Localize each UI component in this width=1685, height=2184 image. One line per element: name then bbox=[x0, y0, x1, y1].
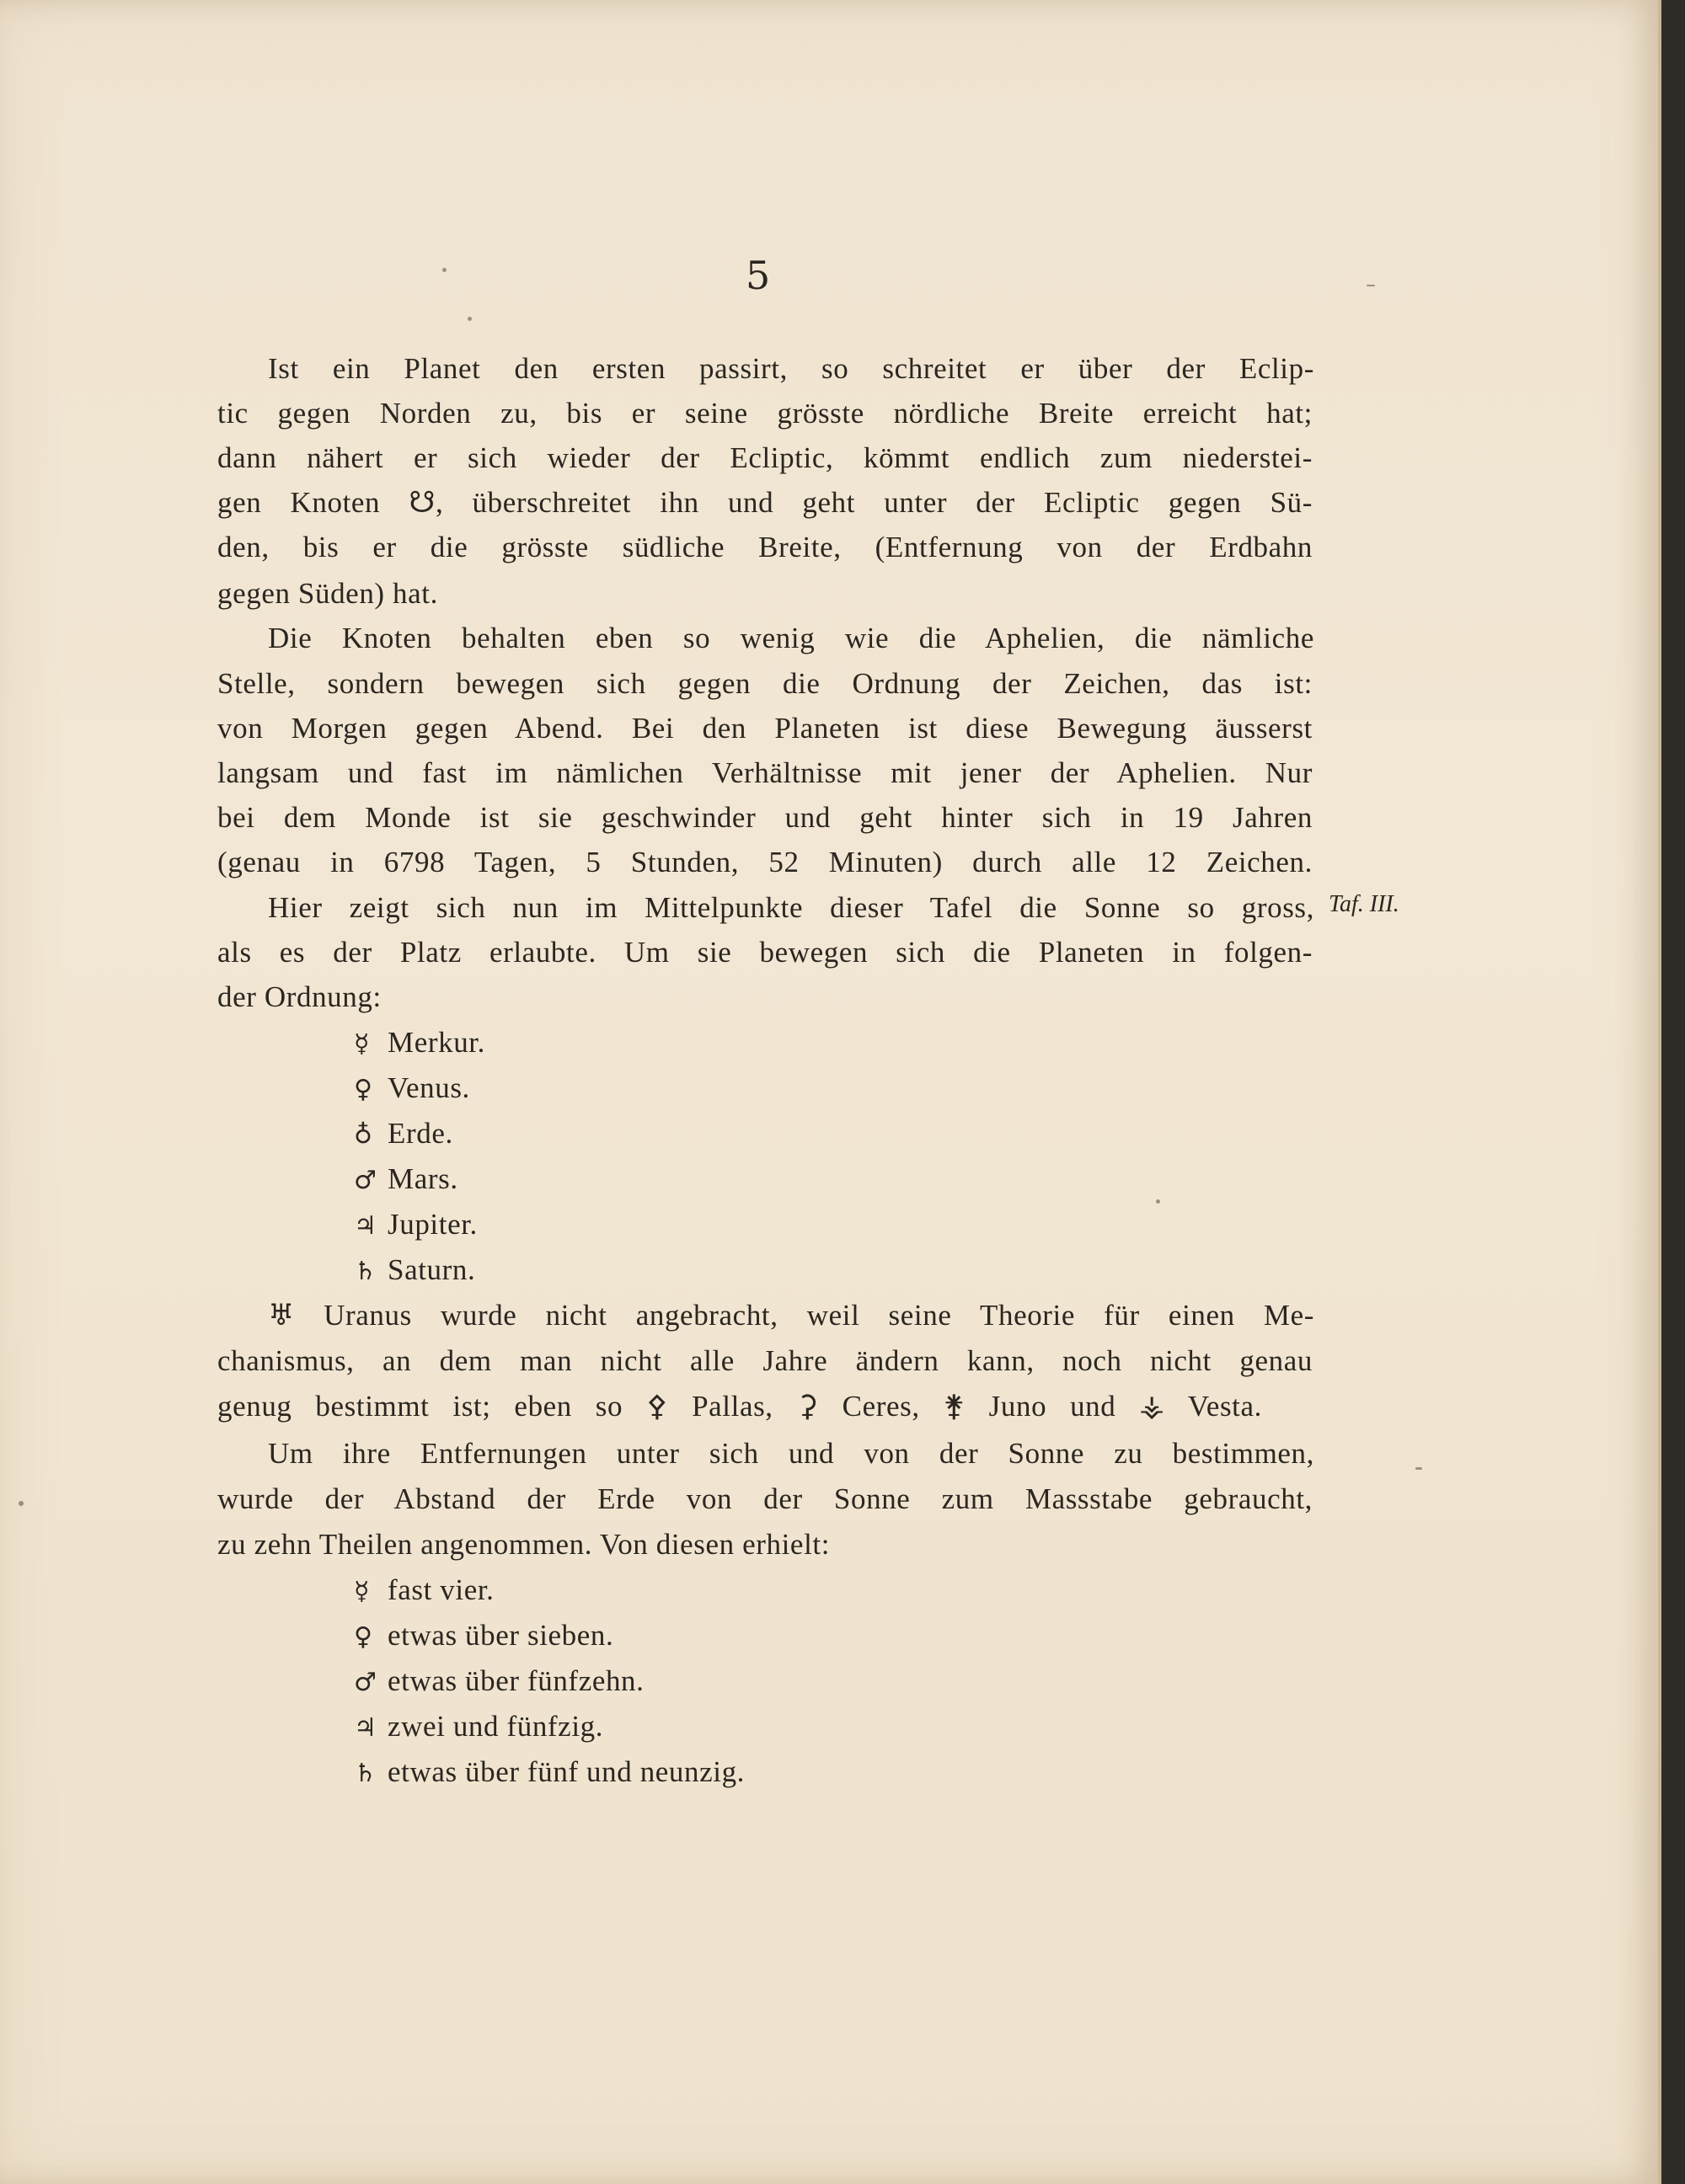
list-item bbox=[354, 1162, 458, 1196]
text-line: genug bestimmt ist; eben so ⚴ Pallas, ⚳ Ceres, ⚵ Juno und ⚶ Vesta. bbox=[217, 1390, 1262, 1423]
text-line: chanismus, an dem man nicht alle Jahre ändern kann, noch nicht genau bbox=[217, 1344, 1313, 1377]
text-line: der Ordnung: bbox=[217, 980, 382, 1013]
saturn-symbol-icon: ♄ bbox=[354, 1257, 377, 1286]
earth-symbol-icon: ♁ bbox=[354, 1120, 373, 1150]
paper-speck bbox=[468, 317, 472, 321]
mercury-symbol-icon: ☿ bbox=[354, 1029, 371, 1059]
text-line: Um ihre Entfernungen unter sich und von der Sonne zu bestimmen, bbox=[268, 1437, 1314, 1470]
text-line: langsam und fast im nämlichen Verhältnisse mit jener der Aphelien. Nur bbox=[217, 756, 1313, 789]
list-item-label: Venus. bbox=[388, 1071, 470, 1104]
text-line: bei dem Monde ist sie geschwinder und geht hinter sich in 19 Jahren bbox=[217, 801, 1313, 834]
list-item bbox=[354, 1755, 745, 1789]
list-item bbox=[354, 1664, 645, 1698]
text-line: dann nähert er sich wieder der Ecliptic, kömmt endlich zum niederstei- bbox=[217, 441, 1313, 474]
list-item-label: Merkur. bbox=[388, 1026, 485, 1059]
mars-symbol-icon: ♂ bbox=[354, 1668, 377, 1697]
venus-symbol-icon: ♀ bbox=[354, 1075, 373, 1104]
text-line: Die Knoten behalten eben so wenig wie die Aphelien, die nämliche bbox=[268, 622, 1314, 654]
paper-speck bbox=[1156, 1199, 1160, 1204]
paper-speck bbox=[1415, 1467, 1422, 1470]
mercury-symbol-icon: ☿ bbox=[354, 1577, 371, 1606]
venus-symbol-icon: ♀ bbox=[354, 1622, 373, 1652]
list-item-label: Jupiter. bbox=[388, 1208, 478, 1241]
mars-symbol-icon: ♂ bbox=[354, 1166, 377, 1195]
text-line: ♅ Uranus wurde nicht angebracht, weil seine Theorie für einen Me- bbox=[268, 1299, 1314, 1332]
list-item-label: fast vier. bbox=[388, 1573, 495, 1606]
text-line: gegen Süden) hat. bbox=[217, 577, 438, 610]
text-line: (genau in 6798 Tagen, 5 Stunden, 52 Minuten) durch alle 12 Zeichen. bbox=[217, 846, 1313, 878]
list-item bbox=[354, 1071, 470, 1105]
text-line: Stelle, sondern bewegen sich gegen die Ordnung der Zeichen, das ist: bbox=[217, 667, 1313, 700]
text-line: den, bis er die grösste südliche Breite, (Entfernung von der Erdbahn bbox=[217, 531, 1313, 563]
jupiter-symbol-icon: ♃ bbox=[354, 1713, 377, 1743]
list-item-label: Saturn. bbox=[388, 1253, 476, 1286]
list-item-label: etwas über fünf und neunzig. bbox=[388, 1755, 746, 1788]
list-item-label: zwei und fünfzig. bbox=[388, 1710, 604, 1743]
list-item-label: etwas über fünfzehn. bbox=[388, 1664, 645, 1697]
paper-speck bbox=[1367, 285, 1375, 286]
list-item-label: Mars. bbox=[388, 1162, 458, 1195]
text-line: tic gegen Norden zu, bis er seine grösste nördliche Breite erreicht hat; bbox=[217, 397, 1313, 430]
text-line: gen Knoten ☋, überschreitet ihn und geht unter der Ecliptic gegen Sü- bbox=[217, 486, 1313, 519]
list-item bbox=[354, 1026, 485, 1060]
list-item-label: etwas über sieben. bbox=[388, 1619, 614, 1652]
list-item-label: Erde. bbox=[388, 1117, 453, 1150]
list-item bbox=[354, 1117, 453, 1151]
text-line: als es der Platz erlaubte. Um sie bewegen sich die Planeten in folgen- bbox=[217, 936, 1313, 969]
text-line: Ist ein Planet den ersten passirt, so schreitet er über der Eclip- bbox=[268, 352, 1314, 385]
text-line: zu zehn Theilen angenommen. Von diesen erhielt: bbox=[217, 1528, 831, 1561]
paper-speck bbox=[442, 268, 447, 272]
list-item bbox=[354, 1710, 603, 1743]
saturn-symbol-icon: ♄ bbox=[354, 1759, 377, 1788]
page-number: 5 bbox=[746, 253, 771, 298]
text-line: wurde der Abstand der Erde von der Sonne zum Massstabe gebraucht, bbox=[217, 1482, 1313, 1515]
list-item bbox=[354, 1253, 475, 1287]
list-item bbox=[354, 1619, 613, 1653]
paper-speck bbox=[19, 1501, 24, 1506]
list-item bbox=[354, 1573, 495, 1607]
list-item bbox=[354, 1208, 478, 1242]
text-line: von Morgen gegen Abend. Bei den Planeten ist diese Bewegung äusserst bbox=[217, 712, 1313, 745]
text-line: Hier zeigt sich nun im Mittelpunkte dieser Tafel die Sonne so gross, bbox=[268, 891, 1314, 924]
margin-note: Taf. III. bbox=[1329, 891, 1399, 917]
jupiter-symbol-icon: ♃ bbox=[354, 1211, 377, 1241]
